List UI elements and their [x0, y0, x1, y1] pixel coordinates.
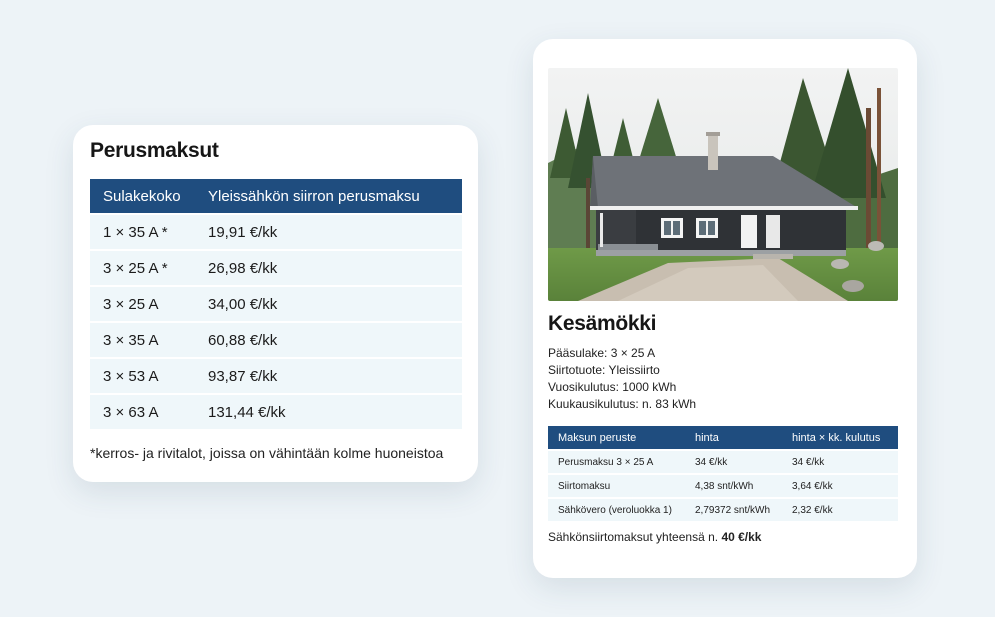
cell-perusmaksu: 34,00 €/kk: [195, 287, 462, 321]
table-row: [548, 451, 898, 473]
cell-hinta: 2,79372 snt/kWh: [685, 499, 782, 521]
table-row: [548, 475, 898, 497]
table-row: [90, 359, 462, 393]
kesamokki-title: Kesämökki: [548, 312, 657, 335]
cell-sulakekoko: 3 × 35 A: [90, 323, 195, 357]
cell-perusmaksu: 26,98 €/kk: [195, 251, 462, 285]
column-header-sulakekoko: Sulakekoko: [90, 179, 195, 213]
column-header-perusmaksu: Yleissähkön siirron perusmaksu: [195, 179, 462, 213]
info-siirtotuote: Siirtotuote: Yleissiirto: [548, 363, 660, 377]
info-kuukausikulutus: Kuukausikulutus: n. 83 kWh: [548, 397, 697, 411]
table-row: [90, 215, 462, 249]
cell-hinta: 34 €/kk: [685, 451, 782, 473]
table-row: [90, 287, 462, 321]
cabin-info-list: [548, 345, 696, 413]
table-header-row: [548, 426, 898, 449]
table-row: [548, 499, 898, 521]
cell-hinta: 4,38 snt/kWh: [685, 475, 782, 497]
footnote: *kerros- ja rivitalot, joissa on vähintään kolme huoneistoa: [90, 445, 444, 461]
cell-sulakekoko: 3 × 25 A: [90, 287, 195, 321]
column-header-hinta: hinta: [685, 426, 782, 449]
total-value: 40 €/kk: [721, 530, 762, 544]
column-header-hinta-kulutus: hinta × kk. kulutus: [782, 426, 898, 449]
cell-sulakekoko: 3 × 25 A *: [90, 251, 195, 285]
kesamokki-card: [533, 39, 917, 578]
total-summary: [548, 530, 761, 544]
cell-hinta-kulutus: 34 €/kk: [782, 451, 898, 473]
table-row: [90, 251, 462, 285]
cell-perusmaksu: 93,87 €/kk: [195, 359, 462, 393]
cell-sulakekoko: 3 × 53 A: [90, 359, 195, 393]
table-header-row: [90, 179, 462, 213]
table-row: [90, 323, 462, 357]
total-label: Sähkönsiirtomaksut yhteensä n.: [548, 530, 722, 544]
cell-sulakekoko: 3 × 63 A: [90, 395, 195, 429]
cell-maksun-peruste: Siirtomaksu: [548, 475, 685, 497]
cell-perusmaksu: 60,88 €/kk: [195, 323, 462, 357]
table-row: [90, 395, 462, 429]
cabin-photo: [548, 68, 898, 301]
info-paasulake: Pääsulake: 3 × 25 A: [548, 346, 656, 360]
cell-hinta-kulutus: 2,32 €/kk: [782, 499, 898, 521]
perusmaksut-table: [90, 177, 462, 431]
cost-breakdown-table: [548, 424, 898, 523]
cell-sulakekoko: 1 × 35 A *: [90, 215, 195, 249]
cell-perusmaksu: 19,91 €/kk: [195, 215, 462, 249]
perusmaksut-card: [73, 125, 478, 482]
perusmaksut-title: Perusmaksut: [90, 139, 219, 162]
cell-hinta-kulutus: 3,64 €/kk: [782, 475, 898, 497]
info-vuosikulutus: Vuosikulutus: 1000 kWh: [548, 380, 677, 394]
column-header-maksun-peruste: Maksun peruste: [548, 426, 685, 449]
cell-maksun-peruste: Sähkövero (veroluokka 1): [548, 499, 685, 521]
cell-perusmaksu: 131,44 €/kk: [195, 395, 462, 429]
cell-maksun-peruste: Perusmaksu 3 × 25 A: [548, 451, 685, 473]
